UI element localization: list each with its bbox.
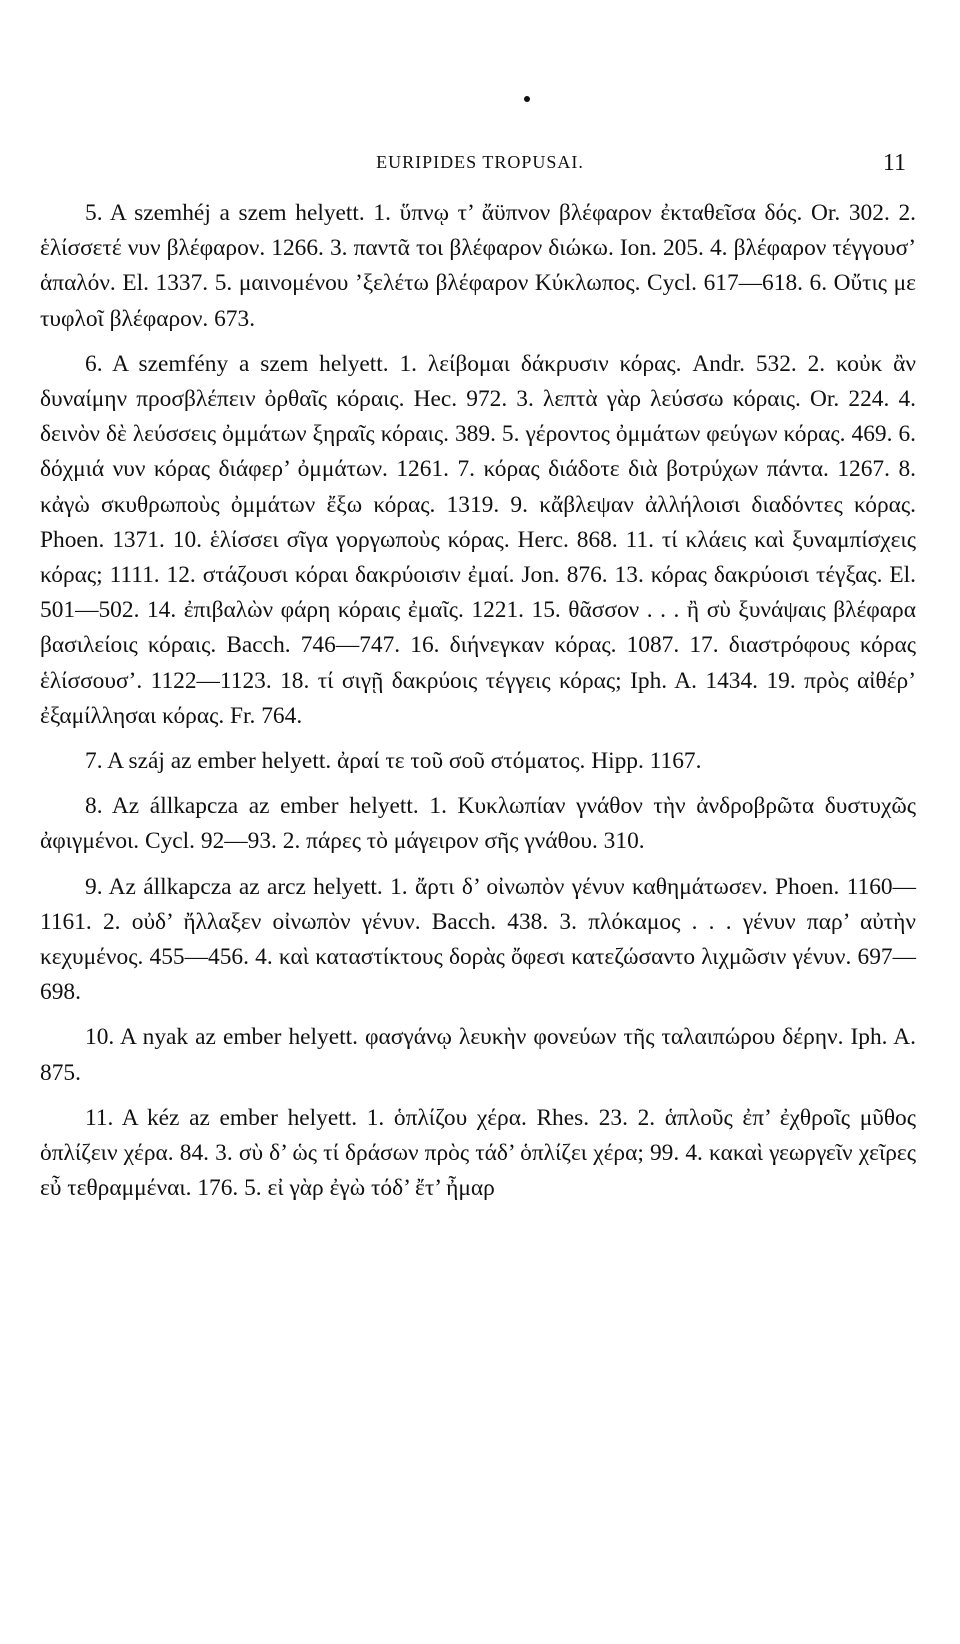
page-header [0,150,960,186]
paragraph-8-jaw-person: 8. Az állkapcza az ember helyett. 1. Κυκλωπίαν γνάθον τὴν ἀνδροβρῶτα δυστυχῶς ἀφιγμένοι. Cycl. 92—93. 2. πάρες τὸ μάγειρον σῆς γνάθου. 310. [40,793,916,855]
paragraph-6-pupil: 6. A szemfény a szem helyett. 1. λείβομαι δάκρυσιν κόρας. Andr. 532. 2. κοὐκ ἂν δυναίμην προσβλέπειν ὀρθαῖς κόραις. Hec. 972. 3. λεπτὰ γὰρ λεύσσω κόραις. Or. 224. 4. δεινὸν δὲ λεύσσεις ὀμμάτων ξηραῖς κόραις. 389. 5. γέροντος ὀμμάτων φεύγων κόρας. 469. 6. δόχμιά νυν κόρας διάφερ’ ὀμμάτων. 1261. 7. κόρας διάδοτε διὰ βοτρύχων πάντα. 1267. 8. κἀγὼ σκυθρωποὺς ὀμμάτων ἔξω κόρας. 1319. 9. κἄβλεψαν ἀλλήλοισι διαδόντες κόρας. Phoen. 1371. 10. ἑλίσσει σῖγα γοργωποὺς κόρας. Herc. 868. 11. τί κλάεις καὶ ξυναμπίσχεις κόρας; 1111. 12. στάζουσι κόραι δακρύοισιν ἐμαί. Jon. 876. 13. κόρας δακρύοισι τέγξας. El. 501—502. 14. ἐπιβαλὼν φάρη κόραις ἐμαῖς. 1221. 15. θᾶσσον . . . ἢ σὺ ξυνάψαις βλέφαρα βασιλείοις κόραις. Bacch. 746—747. 16. διήνεγκαν κόρας. 1087. 17. διαστρόφους κόρας ἑλίσσουσ’. 1122—1123. 18. τί σιγῇ δακρύοις τέγγεις κόρας; Iph. A. 1434. 19. πρὸς αἰθέρ’ ἐξαμίλλησαι κόρας. Fr. 764. [40,350,916,729]
paragraph-5-eyelid: 5. A szemhéj a szem helyett. 1. ὕπνῳ τ’ ἄϋπνον βλέφαρον ἐκταθεῖσα δός. Or. 302. 2. ἑλίσσετέ νυν βλέφαρον. 1266. 3. παντᾶ τοι βλέφαρον διώκω. Ion. 205. 4. βλέφαρον τέγγουσ’ ἁπαλόν. El. 1337. 5. μαινομένου ’ξελέτω βλέφαρον Κύκλωπος. Cycl. 617—618. 6. Οὔτις με τυφλοῖ βλέφαρον. 673. [40,200,916,332]
ink-dot [524,96,530,102]
paragraph-11-hand: 11. A kéz az ember helyett. 1. ὁπλίζου χέρα. Rhes. 23. 2. ἁπλοῦς ἐπ’ ἐχθροῖς μῦθος ὁπλίζειν χέρα. 84. 3. σὺ δ’ ὡς τί δράσων πρὸς τάδ’ ὁπλίζει χέρα; 99. 4. κακαὶ γεωργεῖν χεῖρες εὖ τεθραμμέναι. 176. 5. εἰ γὰρ ἐγὼ τόδ’ ἔτ’ ἦμαρ [40,1104,916,1202]
running-head: EURIPIDES TROPUSAI. [376,152,584,172]
paragraph-9-jaw-face: 9. Az állkapcza az arcz helyett. 1. ἄρτι δ’ οἰνωπὸν γένυν καθημάτωσεν. Phoen. 1160—1161. 2. οὐδ’ ἤλλαξεν οἰνωπὸν γένυν. Bacch. 438. 3. πλόκαμος . . . γένυν παρ’ αὐτὴν κεχυμένος. 455—456. 4. καὶ καταστίκτους δορὰς ὄφεσι κατεζώσαντο λιχμῶσιν γένυν. 697—698. [40,873,916,1006]
paragraph-10-neck: 10. A nyak az ember helyett. φασγάνῳ λευκὴν φονεύων τῆς ταλαιπώρου δέρην. Iph. A. 875. [40,1024,916,1086]
page-body [40,196,916,1206]
paragraph-7-mouth: 7. A száj az ember helyett. ἀραί τε τοῦ σοῦ στόματος. Hipp. 1167. [85,748,702,775]
page-number: 11 [882,150,906,176]
